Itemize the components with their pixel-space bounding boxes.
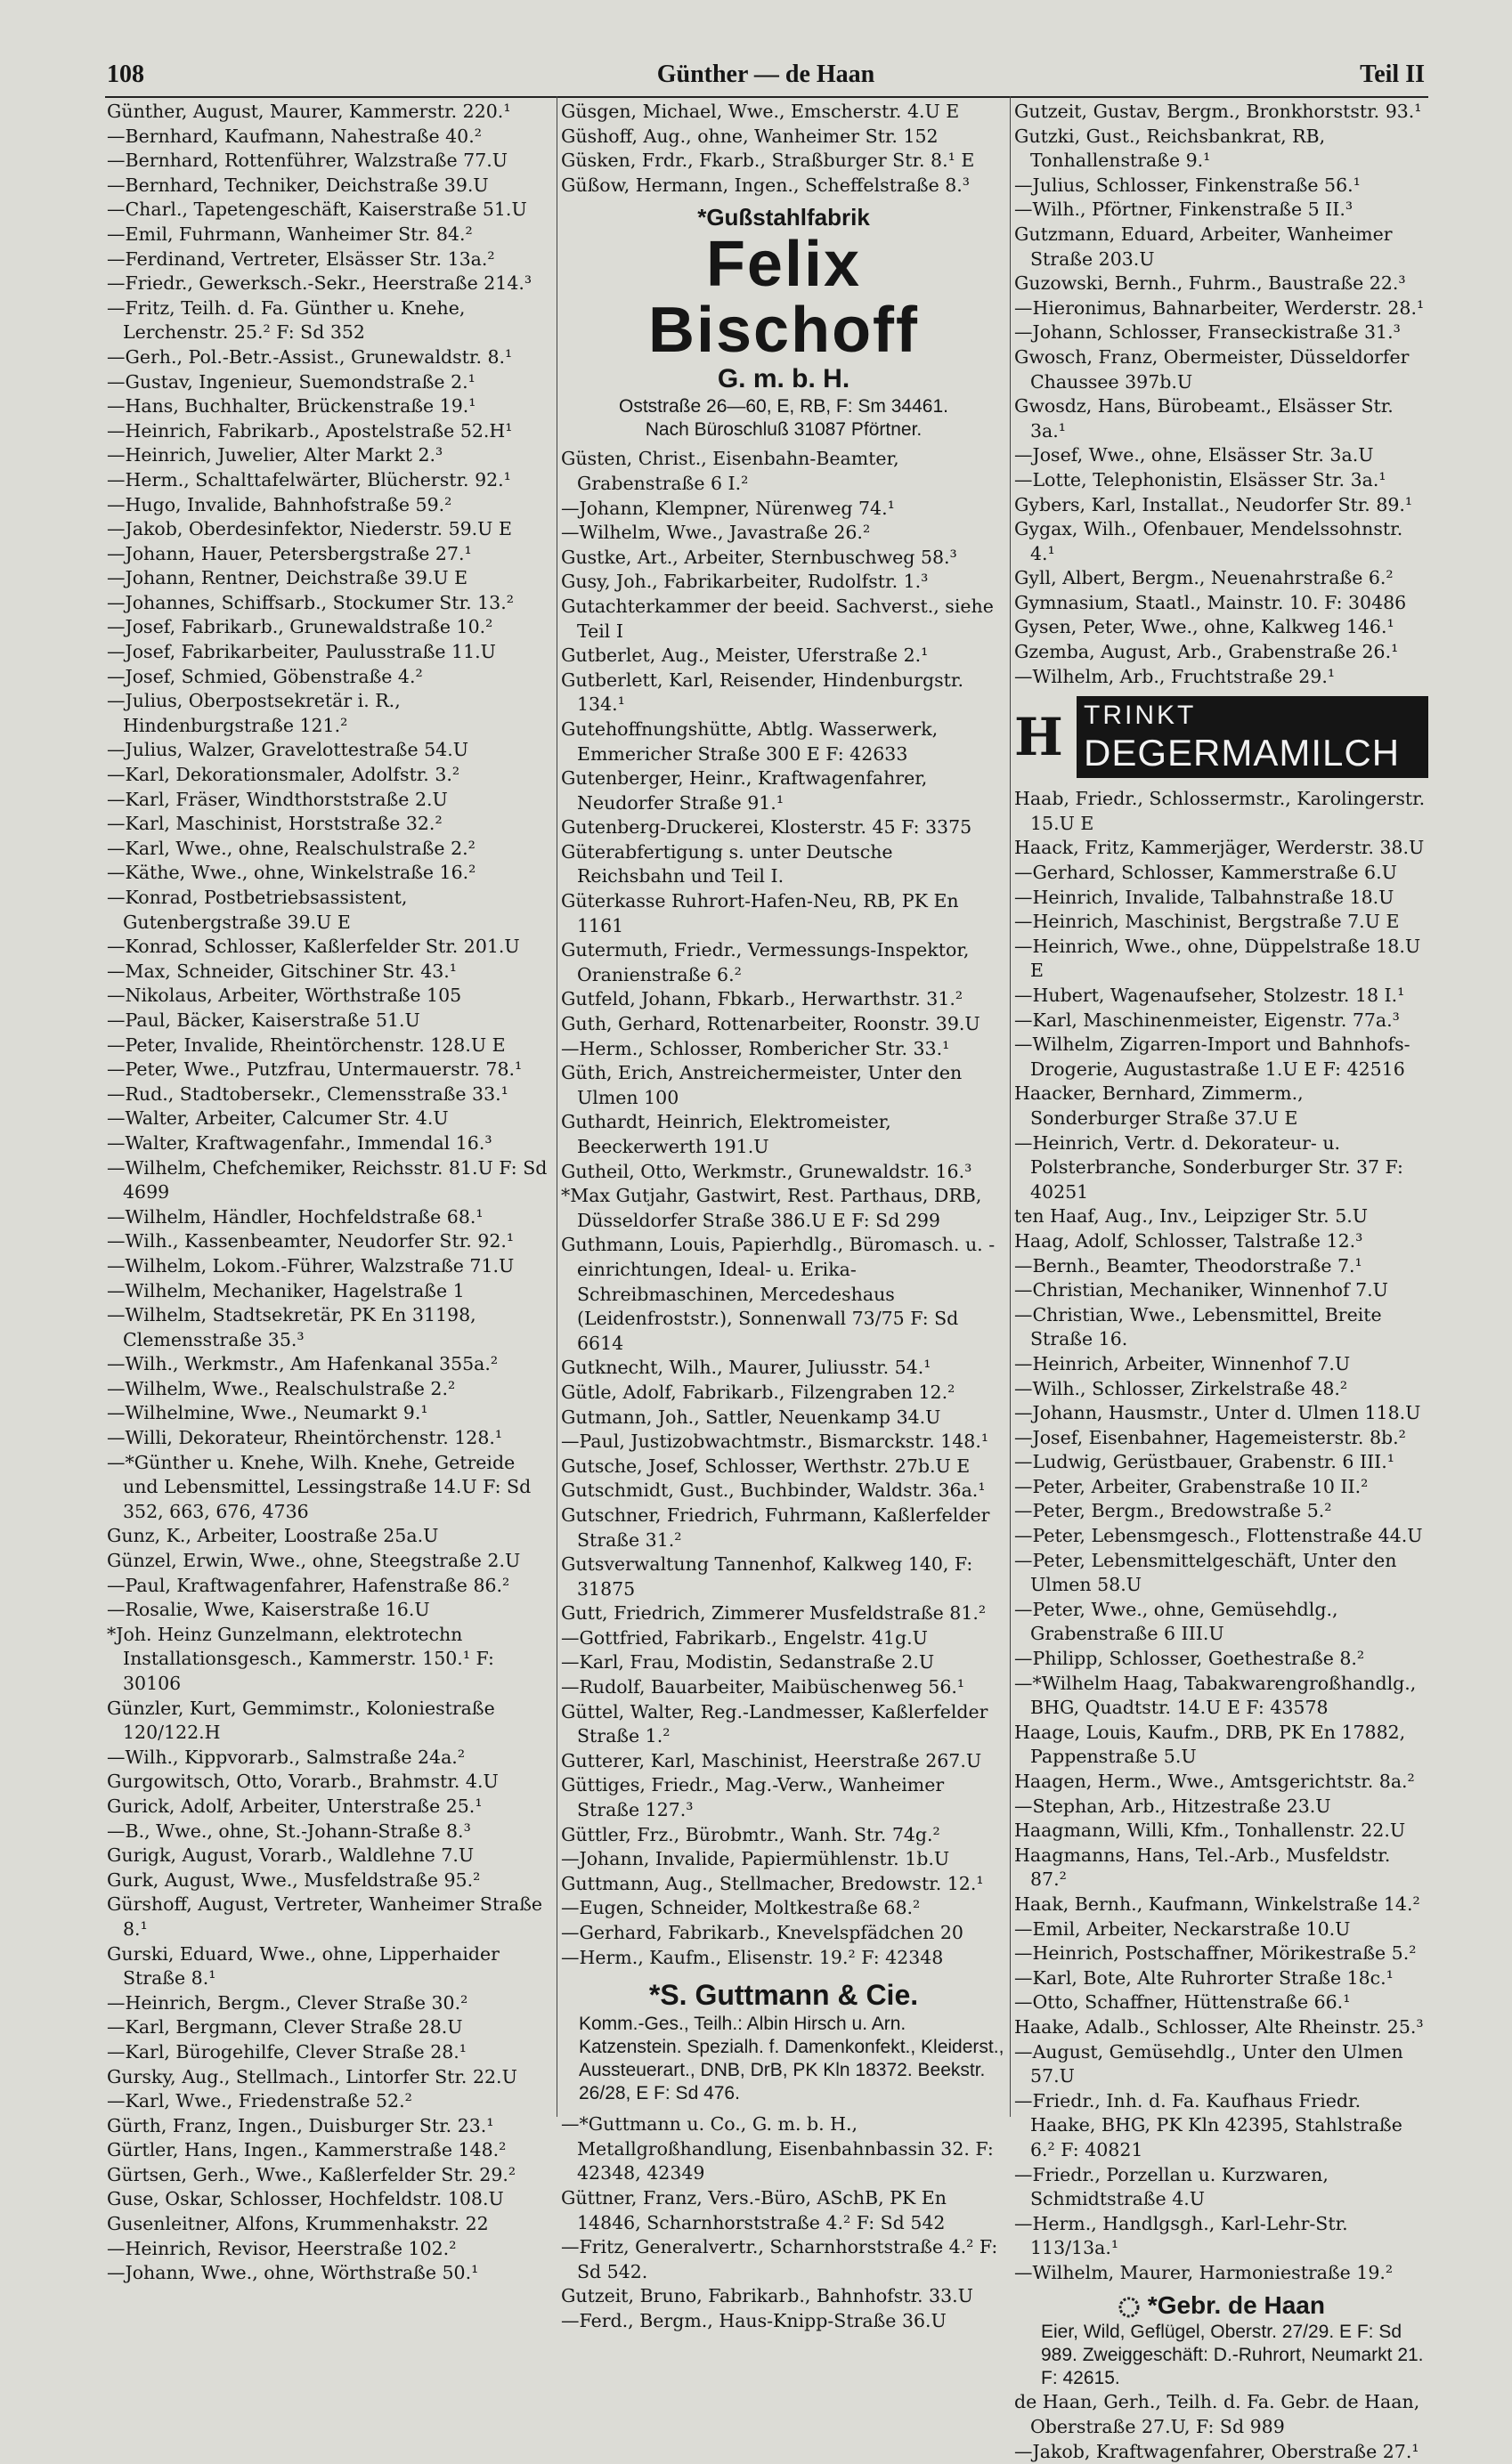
directory-entry: Haack, Fritz, Kammerjäger, Werderstr. 38.U — [1014, 837, 1425, 859]
directory-entry: —Gottfried, Fabrikarb., Engelstr. 41g.U — [561, 1626, 928, 1649]
directory-entry: —Wilhelm, Händler, Hochfeldstraße 68.¹ — [107, 1205, 484, 1228]
directory-entry: —Wilhelm, Wwe., Javastraße 26.² — [561, 522, 871, 544]
directory-entry: Gutsverwaltung Tannenhof, Kalkweg 140, F: 31875 — [561, 1553, 973, 1600]
directory-entry: —Philipp, Schlosser, Goethestraße 8.² — [1014, 1648, 1365, 1670]
directory-entry: —Karl, Wwe., ohne, Realschulstraße 2.² — [107, 837, 476, 859]
advert-de-haan — [1014, 2290, 1428, 2390]
directory-entry: —Charl., Tapetengeschäft, Kaiserstraße 51.U — [107, 199, 527, 221]
directory-entry: —Wilh., Pförtner, Finkenstraße 5 II.³ — [1014, 199, 1353, 221]
directory-entry: —Wilhelm, Mechaniker, Hagelstraße 1 — [107, 1279, 465, 1301]
directory-entry: Günther, August, Maurer, Kammerstr. 220.¹ — [107, 101, 511, 122]
directory-entry: —Rud., Stadtobersekr., Clemensstraße 33.¹ — [107, 1082, 508, 1105]
directory-entry: Gurick, Adolf, Arbeiter, Unterstraße 25.¹ — [107, 1795, 483, 1817]
directory-entry: —Gerh., Pol.-Betr.-Assist., Grunewaldstr. 8.¹ — [107, 345, 513, 368]
directory-entry: —Konrad, Postbetriebsassistent, Gutenbergstraße 39.U E — [107, 887, 408, 933]
directory-entry: —Ferd., Bergm., Haus-Knipp-Straße 36.U — [561, 2309, 947, 2331]
directory-entry: —Julius, Schlosser, Finkenstraße 56.¹ — [1014, 174, 1361, 196]
directory-entry: de Haan, Gerh., Teilh. d. Fa. Gebr. de Haan, Oberstraße 27.U, F: Sd 989 — [1014, 2391, 1420, 2438]
directory-entry: —Bernhard, Techniker, Deichstraße 39.U — [107, 174, 489, 196]
directory-entry: —Emil, Fuhrmann, Wanheimer Str. 84.² — [107, 223, 473, 245]
directory-entry: —Heinrich, Maschinist, Bergstraße 7.U E — [1014, 911, 1400, 933]
directory-entry: Gutmann, Joh., Sattler, Neuenkamp 34.U — [561, 1406, 941, 1428]
directory-entry: Güttner, Franz, Vers.-Büro, ASchB, PK En 14846, Scharnhorststraße 4.² F: Sd 542 — [561, 2186, 947, 2233]
directory-entry: —Herm., Schlosser, Rombericher Str. 33.¹ — [561, 1037, 950, 1059]
directory-entry: —Herm., Kaufm., Elisenstr. 19.² F: 42348 — [561, 1946, 944, 1968]
directory-entry: Gygax, Wilh., Ofenbauer, Mendelssohnstr. 4.¹ — [1014, 518, 1403, 564]
directory-entry: —Karl, Fräser, Windthorststraße 2.U — [107, 788, 448, 810]
directory-entry: Gutsche, Josef, Schlosser, Werthstr. 27b.U E — [561, 1455, 971, 1477]
directory-entry: —Josef, Fabrikarb., Grunewaldstraße 10.² — [107, 616, 493, 638]
directory-entry: —Gustav, Ingenieur, Suemondstraße 2.¹ — [107, 370, 476, 393]
directory-entry: —Konrad, Schlosser, Kaßlerfelder Str. 201.U — [107, 936, 520, 958]
directory-entry: —Christian, Wwe., Lebensmittel, Breite Straße 16. — [1014, 1303, 1382, 1350]
directory-entry: ten Haaf, Aug., Inv., Leipziger Str. 5.U — [1014, 1205, 1369, 1228]
directory-entry: —Ferdinand, Vertreter, Elsässer Str. 13a.² — [107, 247, 495, 270]
directory-entry: —Nikolaus, Arbeiter, Wörthstraße 105 — [107, 985, 462, 1007]
directory-entry: —Heinrich, Fabrikarb., Apostelstraße 52.H¹ — [107, 419, 513, 442]
directory-entry: —Peter, Wwe., Putzfrau, Untermauerstr. 78.¹ — [107, 1058, 523, 1081]
directory-entry: Haake, Adalb., Schlosser, Alte Rheinstr. 25.³ — [1014, 2015, 1424, 2038]
h-logo-icon: H — [1014, 707, 1063, 768]
directory-entry: —Karl, Bote, Alte Ruhrorter Straße 18c.¹ — [1014, 1966, 1394, 1989]
entry-list — [561, 447, 1006, 1970]
column-divider — [1010, 96, 1011, 2117]
directory-entry: *Joh. Heinz Gunzelmann, elektrotechn Installationsgesch., Kammerstr. 150.¹ F: 30106 — [107, 1623, 494, 1694]
directory-entry: Gymnasium, Staatl., Mainstr. 10. F: 30486 — [1014, 591, 1407, 613]
directory-entry: Gurk, August, Wwe., Musfeldstraße 95.² — [107, 1868, 481, 1891]
directory-entry: —Rosalie, Wwe, Kaiserstraße 16.U — [107, 1599, 430, 1621]
entry-list — [1014, 787, 1428, 2285]
directory-entry: Gustke, Art., Arbeiter, Sternbuschweg 58.³ — [561, 546, 957, 568]
directory-entry: Güttiges, Friedr., Mag.-Verw., Wanheimer Straße 127.³ — [561, 1774, 945, 1821]
directory-entry: —Johann, Wwe., ohne, Wörthstraße 50.¹ — [107, 2262, 479, 2284]
directory-entry: Haagen, Herm., Wwe., Amtsgerichtstr. 8a.² — [1014, 1771, 1415, 1792]
directory-entry: —Wilh., Kippvorarb., Salmstraße 24a.² — [107, 1746, 466, 1768]
directory-entry: —Eugen, Schneider, Moltkestraße 68.² — [561, 1897, 921, 1919]
directory-entry: Güsken, Frdr., Fkarb., Straßburger Str. 8.¹ E — [561, 150, 975, 172]
directory-entry: —Gerhard, Schlosser, Kammerstraße 6.U — [1014, 862, 1397, 884]
page-header — [107, 55, 1425, 94]
column-1 — [107, 100, 554, 2286]
advert-guttmann — [561, 1977, 1006, 2105]
directory-entry: —August, Gemüsehdlg., Unter den Ulmen 57.U — [1014, 2040, 1403, 2087]
directory-entry: Gwosch, Franz, Obermeister, Düsseldorfer Chaussee 397b.U — [1014, 345, 1410, 393]
directory-entry: —Peter, Wwe., ohne, Gemüsehdlg., Grabenstraße 6 III.U — [1014, 1598, 1338, 1645]
directory-entry: —Bernhard, Kaufmann, Nahestraße 40.² — [107, 125, 482, 147]
directory-entry: Gutfeld, Johann, Fbkarb., Herwarthstr. 31.² — [561, 988, 963, 1010]
directory-entry: —Fritz, Teilh. d. Fa. Günther u. Knehe, Lerchenstr. 25.² F: Sd 352 — [107, 296, 466, 344]
directory-entry: Güth, Erich, Anstreichermeister, Unter den Ulmen 100 — [561, 1062, 963, 1108]
directory-entry: —Hieronimus, Bahnarbeiter, Werderstr. 28.¹ — [1014, 296, 1425, 319]
directory-entry: Gutknecht, Wilh., Maurer, Juliusstr. 54.¹ — [561, 1357, 931, 1379]
directory-entry: Gürshoff, August, Vertreter, Wanheimer Straße 8.¹ — [107, 1893, 543, 1940]
directory-entry: —Wilh., Kassenbeamter, Neudorfer Str. 92.¹ — [107, 1230, 515, 1252]
directory-entry: —Wilhelm, Arb., Fruchtstraße 29.¹ — [1014, 665, 1336, 687]
directory-entry: Gusy, Joh., Fabrikarbeiter, Rudolfstr. 1.³ — [561, 571, 929, 593]
directory-entry: Haage, Louis, Kaufm., DRB, PK En 17882, Pappenstraße 5.U — [1014, 1721, 1406, 1768]
advert-address: Oststraße 26—60, E, RB, F: Sm 34461. — [619, 396, 948, 417]
directory-entry: —Paul, Bäcker, Kaiserstraße 51.U — [107, 1009, 420, 1031]
directory-entry: —Heinrich, Revisor, Heerstraße 102.² — [107, 2237, 457, 2259]
directory-entry: —Wilhelm, Lokom.-Führer, Walzstraße 71.U — [107, 1254, 515, 1277]
directory-entry: —Bernh., Beamter, Theodorstraße 7.¹ — [1014, 1254, 1362, 1277]
directory-entry: Haag, Adolf, Schlosser, Talstraße 12.³ — [1014, 1229, 1363, 1252]
directory-entry: Gurgowitsch, Otto, Vorarb., Brahmstr. 4.U — [107, 1771, 499, 1793]
directory-entry: —Karl, Bürogehilfe, Clever Straße 28.¹ — [107, 2040, 467, 2063]
directory-entry: —Josef, Wwe., ohne, Elsässer Str. 3a.U — [1014, 444, 1374, 466]
directory-entry: Guse, Oskar, Schlosser, Hochfeldstr. 108.U — [107, 2188, 504, 2210]
directory-entry: —Christian, Mechaniker, Winnenhof 7.U — [1014, 1279, 1388, 1301]
entry-list — [1014, 100, 1428, 689]
directory-entry: Gutschmidt, Gust., Buchbinder, Waldstr. 36a.¹ — [561, 1479, 986, 1502]
advert-tagline: *Gußstahlfabrik — [697, 204, 870, 231]
directory-entry: —Johann, Rentner, Deichstraße 39.U E — [107, 567, 468, 589]
directory-entry: Guzowski, Bernh., Fuhrm., Baustraße 22.³ — [1014, 272, 1406, 295]
advert-bischoff — [561, 203, 1006, 442]
directory-entry: Gutzeit, Gustav, Bergm., Bronkhorststr. 93.¹ — [1014, 101, 1422, 122]
directory-entry: —Johannes, Schiffsarb., Stockumer Str. 13.² — [107, 591, 514, 613]
directory-entry: Güttler, Frz., Bürobmtr., Wanh. Str. 74g.² — [561, 1823, 940, 1845]
star-icon — [1118, 2296, 1141, 2319]
advert-title — [1014, 2290, 1428, 2321]
directory-entry: —Heinrich, Bergm., Clever Straße 30.² — [107, 1991, 468, 2014]
directory-entry: —Johann, Schlosser, Franseckistraße 31.³ — [1014, 321, 1401, 344]
directory-entry: Gürth, Franz, Ingen., Duisburger Str. 23.¹ — [107, 2114, 494, 2136]
directory-entry: —Heinrich, Vertr. d. Dekorateur- u. Polsterbranche, Sonderburger Str. 37 F: 40251 — [1014, 1131, 1403, 1203]
directory-entry: —Josef, Fabrikarbeiter, Paulusstraße 11.U — [107, 641, 496, 663]
directory-entry: Guthardt, Heinrich, Elektromeister, Beeckerwerth 191.U — [561, 1111, 891, 1157]
directory-entry: —Wilhelm, Zigarren-Import und Bahnhofs-Drogerie, Augustastraße 1.U E F: 42516 — [1014, 1033, 1410, 1080]
directory-entry: —Fritz, Generalvertr., Scharnhorststraße 4.² F: Sd 542. — [561, 2236, 998, 2282]
directory-entry: —Julius, Oberpostsekretär i. R., Hindenburgstraße 121.² — [107, 690, 401, 736]
entry-list — [1014, 2390, 1428, 2464]
directory-entry: —Wilhelm, Maurer, Harmoniestraße 19.² — [1014, 2261, 1394, 2283]
directory-entry: Gutenberg-Druckerei, Klosterstr. 45 F: 3375 — [561, 816, 972, 839]
directory-entry: Güttel, Walter, Reg.-Landmesser, Kaßlerfelder Straße 1.² — [561, 1700, 988, 1747]
directory-entry: Gursky, Aug., Stellmach., Lintorfer Str. 22.U — [107, 2065, 517, 2087]
directory-entry: —Friedr., Inh. d. Fa. Kaufhaus Friedr. Haake, BHG, PK Kln 42395, Stahlstraße 6.² F: 40821 — [1014, 2089, 1402, 2160]
directory-entry: —Wilh., Werkmstr., Am Hafenkanal 355a.² — [107, 1353, 499, 1375]
directory-entry: Haak, Bernh., Kaufmann, Winkelstraße 14.² — [1014, 1893, 1420, 1915]
directory-entry: Gutermuth, Friedr., Vermessungs-Inspektor, Oranienstraße 6.² — [561, 939, 970, 985]
directory-entry: —Johann, Klempner, Nürenweg 74.¹ — [561, 497, 895, 519]
directory-entry: Gybers, Karl, Installat., Neudorfer Str. 89.¹ — [1014, 493, 1413, 515]
directory-entry: —Herm., Handlgsgh., Karl-Lehr-Str. 113/13a.¹ — [1014, 2212, 1348, 2259]
directory-entry: Güterabfertigung s. unter Deutsche Reichsbahn und Teil I. — [561, 840, 893, 888]
entry-list — [561, 100, 1006, 198]
directory-entry: —Karl, Frau, Modistin, Sedanstraße 2.U — [561, 1651, 935, 1674]
directory-entry: Gutt, Friedrich, Zimmerer Musfeldstraße 81.² — [561, 1602, 987, 1625]
directory-entry: —Wilhelm, Wwe., Realschulstraße 2.² — [107, 1377, 456, 1399]
directory-entry: —Julius, Walzer, Gravelottestraße 54.U — [107, 739, 468, 761]
entry-list — [561, 2112, 1006, 2333]
directory-entry: Gürtler, Hans, Ingen., Kammerstraße 148.² — [107, 2139, 507, 2161]
directory-entry: Gutberlett, Karl, Reisender, Hindenburgstr. 134.¹ — [561, 669, 963, 716]
directory-entry: —Karl, Maschinist, Horststraße 32.² — [107, 813, 443, 835]
directory-entry: —Wilhelm, Stadtsekretär, PK En 31198, Clemensstraße 35.³ — [107, 1304, 476, 1350]
directory-entry: —Jakob, Kraftwagenfahrer, Oberstraße 27.¹ — [1014, 2440, 1419, 2462]
directory-entry: —Peter, Lebensmgesch., Flottenstraße 44.U — [1014, 1525, 1423, 1547]
directory-entry: —Heinrich, Arbeiter, Winnenhof 7.U — [1014, 1352, 1351, 1374]
directory-entry: —Paul, Justizobwachtmstr., Bismarckstr. 148.¹ — [561, 1431, 989, 1453]
advert-line-1: TRINKT — [1084, 701, 1197, 731]
header-rule — [105, 96, 1428, 98]
directory-entry: Gutenberger, Heinr., Kraftwagenfahrer, Neudorfer Straße 91.¹ — [561, 767, 928, 814]
part-label: Teil II — [1360, 61, 1425, 88]
directory-entry: Gutschner, Friedrich, Fuhrmann, Kaßlerfelder Straße 31.² — [561, 1504, 990, 1551]
directory-entry: Gunz, K., Arbeiter, Loostraße 25a.U — [107, 1525, 439, 1547]
directory-entry: —Ludwig, Gerüstbauer, Grabenstr. 6 III.¹ — [1014, 1451, 1395, 1473]
directory-entry: —Karl, Dekorationsmaler, Adolfstr. 3.² — [107, 764, 460, 786]
advert-box — [1077, 696, 1428, 778]
directory-entry: —Josef, Eisenbahner, Hagemeisterstr. 8b.² — [1014, 1426, 1406, 1448]
directory-entry: *Max Gutjahr, Gastwirt, Rest. Parthaus, DRB, Düsseldorfer Straße 386.U E F: Sd 299 — [561, 1185, 982, 1231]
entry-list — [107, 100, 554, 2286]
directory-entry: Guttmann, Aug., Stellmacher, Bredowstr. 12.¹ — [561, 1872, 984, 1894]
directory-entry: Gutzmann, Eduard, Arbeiter, Wanheimer Straße 203.U — [1014, 223, 1393, 270]
directory-entry: —Emil, Arbeiter, Neckarstraße 10.U — [1014, 1917, 1351, 1940]
directory-entry: —Heinrich, Juwelier, Alter Markt 2.³ — [107, 444, 443, 466]
directory-entry: —Johann, Hausmstr., Unter d. Ulmen 118.U — [1014, 1402, 1421, 1424]
directory-entry: —B., Wwe., ohne, St.-Johann-Straße 8.³ — [107, 1820, 471, 1842]
directory-entry: —Peter, Bergm., Bredowstraße 5.² — [1014, 1500, 1332, 1522]
directory-entry: —Heinrich, Postschaffner, Mörikestraße 5.² — [1014, 1942, 1417, 1965]
directory-entry: Gutheil, Otto, Werkmstr., Grunewaldstr. 16.³ — [561, 1160, 972, 1182]
directory-entry: Gutterer, Karl, Maschinist, Heerstraße 267.U — [561, 1749, 982, 1771]
advert-body: Komm.-Ges., Teilh.: Albin Hirsch u. Arn. Katzenstein. Spezialh. f. Damenkonfekt., Kleiderst., Aussteuerart., DNB, DrB, PK Kln 18372. Beekstr. 26/28, E F: Sd 476. — [579, 2014, 1004, 2104]
directory-entry: Güsgen, Michael, Wwe., Emscherstr. 4.U E — [561, 101, 960, 122]
directory-entry: —Wilh., Schlosser, Zirkelstraße 48.² — [1014, 1377, 1348, 1399]
directory-entry: —Karl, Wwe., Friedenstraße 52.² — [107, 2090, 412, 2112]
directory-entry: Guthmann, Louis, Papierhdlg., Büromasch. u. -einrichtungen, Ideal- u. Erika-Schreibmaschinen, Mercedeshaus (Leidenfroststr.), Sonnenwall 73/75 F: Sd 6614 — [561, 1234, 996, 1354]
column-3 — [1014, 100, 1428, 2464]
directory-entry: —Willi, Dekorateur, Rheintörchenstr. 128.¹ — [107, 1427, 503, 1449]
directory-entry: Güßow, Hermann, Ingen., Scheffelstraße 8.³ — [561, 174, 970, 196]
directory-entry: —Gerhard, Fabrikarb., Knevelspfädchen 20 — [561, 1922, 963, 1943]
directory-entry: Gysen, Peter, Wwe., ohne, Kalkweg 146.¹ — [1014, 616, 1394, 638]
directory-entry: —Johann, Invalide, Papiermühlenstr. 1b.U — [561, 1848, 950, 1870]
directory-entry: Gurigk, August, Vorarb., Waldlehne 7.U — [107, 1844, 475, 1867]
directory-entry: Haab, Friedr., Schlossermstr., Karolingerstr. 15.U E — [1014, 788, 1426, 834]
directory-entry: —Peter, Invalide, Rheintörchenstr. 128.U E — [107, 1033, 506, 1056]
directory-entry: —Karl, Bergmann, Clever Straße 28.U — [107, 2016, 463, 2038]
directory-entry: —Lotte, Telephonistin, Elsässer Str. 3a.¹ — [1014, 468, 1386, 490]
directory-entry: —*Günther u. Knehe, Wilh. Knehe, Getreide und Lebensmittel, Lessingstraße 14.U F: Sd 352, 663, 676, 4736 — [107, 1451, 532, 1522]
directory-entry: —Friedr., Porzellan u. Kurzwaren, Schmidtstraße 4.U — [1014, 2163, 1329, 2210]
directory-entry: —Herm., Schalttafelwärter, Blücherstr. 92.¹ — [107, 468, 511, 490]
directory-entry: —*Guttmann u. Co., G. m. b. H., Metallgroßhandlung, Eisenbahnbassin 32. F: 42348, 42349 — [561, 2113, 994, 2184]
directory-entry: Günzel, Erwin, Wwe., ohne, Steegstraße 2.U — [107, 1550, 521, 1572]
directory-entry: Haagmann, Willi, Kfm., Tonhallenstr. 22.U — [1014, 1820, 1406, 1842]
directory-entry: Gutachterkammer der beeid. Sachverst., siehe Teil I — [561, 595, 994, 642]
directory-entry: Gurski, Eduard, Wwe., ohne, Lipperhaider Straße 8.¹ — [107, 1942, 500, 1990]
advert-line-2: DEGERMAMILCH — [1084, 732, 1401, 774]
advert-degermamilch — [1014, 696, 1428, 778]
directory-entry: Gzemba, August, Arb., Grabenstraße 26.¹ — [1014, 641, 1399, 663]
directory-entry: Güshoff, Aug., ohne, Wanheimer Str. 152 — [561, 125, 939, 147]
directory-entry: —Peter, Arbeiter, Grabenstraße 10 II.² — [1014, 1475, 1369, 1497]
column-2 — [561, 100, 1006, 2334]
advert-title-text: *Gebr. de Haan — [1147, 2291, 1325, 2320]
directory-entry: Haagmanns, Hans, Tel.-Arb., Musfeldstr. 87.² — [1014, 1844, 1391, 1891]
directory-entry: —*Wilhelm Haag, Tabakwarengroßhandlg., BHG, Quadtstr. 14.U E F: 43578 — [1014, 1672, 1417, 1719]
advert-company-name: Felix Bischoff — [648, 229, 919, 367]
advert-body: Eier, Wild, Geflügel, Oberstr. 27/29. E F: Sd 989. Zweiggeschäft: D.-Ruhrort, Neumarkt 21. F: 42615. — [1041, 2322, 1424, 2389]
advert-legal-form: G. m. b. H. — [717, 364, 850, 394]
running-head: Günther — de Haan — [656, 61, 875, 88]
directory-entry: Günzler, Kurt, Gemmimstr., Koloniestraße 120/122.H — [107, 1697, 495, 1744]
directory-entry: Haacker, Bernhard, Zimmerm., Sonderburger Straße 37.U E — [1014, 1082, 1304, 1129]
directory-entry: —Rudolf, Bauarbeiter, Maibüschenweg 56.¹ — [561, 1676, 965, 1698]
directory-entry: —Hans, Buchhalter, Brückenstraße 19.¹ — [107, 395, 476, 417]
directory-entry: Gutzki, Gust., Reichsbankrat, RB, Tonhallenstraße 9.¹ — [1014, 125, 1326, 172]
directory-entry: —Heinrich, Wwe., ohne, Düppelstraße 18.U E — [1014, 935, 1421, 982]
directory-entry: Gutehoffnungshütte, Abtlg. Wasserwerk, Emmericher Straße 300 E F: 42633 — [561, 717, 939, 765]
directory-entry: Gütle, Adolf, Fabrikarb., Filzengraben 12.² — [561, 1381, 955, 1403]
directory-entry: Güsten, Christ., Eisenbahn-Beamter, Grabenstraße 6 I.² — [561, 448, 899, 494]
directory-entry: —Walter, Arbeiter, Calcumer Str. 4.U — [107, 1107, 449, 1130]
directory-entry: —Karl, Maschinenmeister, Eigenstr. 77a.³ — [1014, 1009, 1400, 1031]
directory-entry: —Heinrich, Invalide, Talbahnstraße 18.U — [1014, 886, 1394, 908]
directory-entry: Gutzeit, Bruno, Fabrikarb., Bahnhofstr. 33.U — [561, 2285, 973, 2307]
directory-entry: —Hubert, Wagenaufseher, Stolzestr. 18 I.¹ — [1014, 985, 1405, 1006]
advert-title: *S. Guttmann & Cie. — [648, 1979, 919, 2012]
directory-entry: —Walter, Kraftwagenfahr., Immendal 16.³ — [107, 1131, 492, 1154]
directory-entry: —Johann, Hauer, Petersbergstraße 27.¹ — [107, 542, 472, 564]
directory-entry: Gyll, Albert, Bergm., Neuenahrstraße 6.² — [1014, 567, 1394, 589]
directory-entry: —Peter, Lebensmittelgeschäft, Unter den Ulmen 58.U — [1014, 1549, 1397, 1596]
directory-entry: —Max, Schneider, Gitschiner Str. 43.¹ — [107, 960, 458, 982]
directory-entry: —Friedr., Gewerksch.-Sekr., Heerstraße 214.³ — [107, 272, 532, 295]
directory-entry: —Otto, Schaffner, Hüttenstraße 66.¹ — [1014, 1991, 1351, 2014]
directory-entry: —Bernhard, Rottenführer, Walzstraße 77.U — [107, 150, 508, 172]
directory-entry: —Wilhelm, Chefchemiker, Reichsstr. 81.U F: Sd 4699 — [107, 1156, 548, 1204]
directory-entry: Gusenleitner, Alfons, Krummenhakstr. 22 — [107, 2213, 489, 2235]
directory-entry: —Wilhelmine, Wwe., Neumarkt 9.¹ — [107, 1402, 428, 1424]
page-number: 108 — [107, 61, 144, 88]
directory-entry: Gwosdz, Hans, Bürobeamt., Elsässer Str. 3a.¹ — [1014, 395, 1394, 442]
directory-entry: —Käthe, Wwe., ohne, Winkelstraße 16.² — [107, 862, 476, 884]
directory-entry: —Hugo, Invalide, Bahnhofstraße 59.² — [107, 493, 452, 515]
directory-entry: Guth, Gerhard, Rottenarbeiter, Roonstr. 39.U — [561, 1013, 980, 1035]
directory-entry: Güterkasse Ruhrort-Hafen-Neu, RB, PK En 1161 — [561, 890, 959, 936]
directory-entry: Gürtsen, Gerh., Wwe., Kaßlerfelder Str. 29.² — [107, 2163, 516, 2185]
advert-note: Nach Büroschluß 31087 Pförtner. — [645, 419, 923, 441]
directory-entry: —Josef, Schmied, Göbenstraße 4.² — [107, 665, 423, 687]
directory-entry: Gutberlet, Aug., Meister, Uferstraße 2.¹ — [561, 644, 929, 667]
directory-entry: —Stephan, Arb., Hitzestraße 23.U — [1014, 1795, 1331, 1817]
directory-entry: —Jakob, Oberdesinfektor, Niederstr. 59.U E — [107, 518, 512, 540]
directory-entry: —Paul, Kraftwagenfahrer, Hafenstraße 86.² — [107, 1574, 510, 1596]
